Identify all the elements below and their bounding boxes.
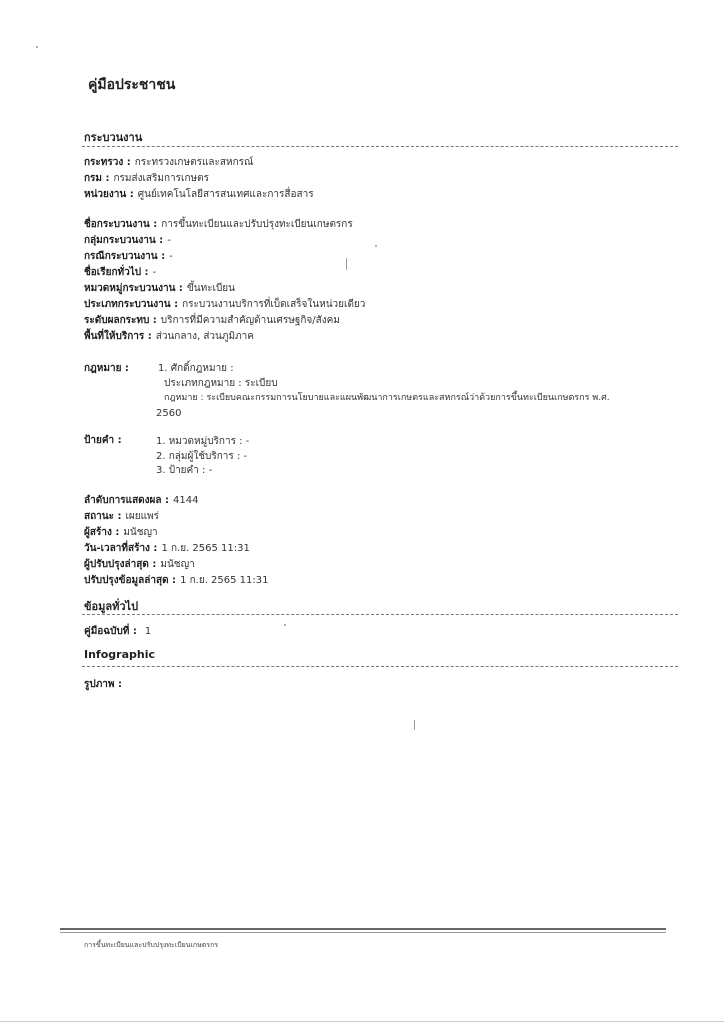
field-process-case	[84, 250, 173, 263]
section-divider	[82, 146, 678, 147]
created-at-value: 1 ก.ย. 2565 11:31	[161, 543, 250, 554]
field-display-order	[84, 494, 198, 507]
field-last-updated	[84, 574, 269, 587]
common-name-value: -	[152, 267, 157, 278]
law-name-line: กฎหมาย : ระเบียบคณะกรรมการนโยบายและแผนพัฒนาการเกษตรและสหกรณ์ว่าด้วยการขึ้นทะเบียนเกษตรกร พ.ศ.	[164, 393, 610, 403]
field-law-label	[84, 362, 129, 375]
tag-item-2: 2. กลุ่มผู้ใช้บริการ : -	[156, 451, 248, 462]
field-image	[84, 678, 122, 691]
impact-level-label: ระดับผลกระทบ :	[84, 315, 157, 326]
manual-number-label: คู่มือฉบับที่ :	[84, 626, 137, 637]
law-item-1: 1. ศักดิ์กฎหมาย :	[158, 363, 234, 374]
field-tags-label	[84, 434, 122, 447]
display-order-value: 4144	[173, 495, 199, 506]
field-impact-level	[84, 314, 340, 327]
field-department	[84, 172, 209, 185]
unit-label: หน่วยงาน :	[84, 189, 134, 200]
page-bottom-edge	[0, 1021, 724, 1022]
field-process-category	[84, 282, 235, 295]
field-service-area	[84, 330, 254, 343]
common-name-label: ชื่อเรียกทั่วไป :	[84, 267, 149, 278]
creator-value: มนัชญา	[123, 527, 158, 538]
scan-mark	[346, 258, 347, 270]
service-area-label: พื้นที่ให้บริการ :	[84, 331, 152, 342]
tag-item-3: 3. ป้ายคำ : -	[156, 465, 213, 476]
department-value: กรมส่งเสริมการเกษตร	[113, 173, 209, 184]
law-year: 2560	[156, 408, 182, 419]
ministry-label: กระทรวง :	[84, 157, 131, 168]
created-at-label: วัน-เวลาที่สร้าง :	[84, 543, 158, 554]
field-manual-number	[84, 625, 151, 638]
unit-value: ศูนย์เทคโนโลยีสารสนเทศและการสื่อสาร	[137, 189, 314, 200]
scan-speck	[375, 245, 377, 247]
process-case-value: -	[169, 251, 173, 262]
last-updated-value: 1 ก.ย. 2565 11:31	[180, 575, 269, 586]
service-area-value: ส่วนกลาง, ส่วนภูมิภาค	[155, 331, 254, 342]
impact-level-value: บริการที่มีความสำคัญด้านเศรษฐกิจ/สังคม	[160, 315, 340, 326]
display-order-label: ลำดับการแสดงผล :	[84, 495, 170, 506]
creator-label: ผู้สร้าง :	[84, 527, 120, 538]
process-name-value: การขึ้นทะเบียนและปรับปรุงทะเบียนเกษตรกร	[161, 219, 353, 230]
field-process-type	[84, 298, 365, 311]
field-ministry	[84, 156, 253, 169]
process-type-label: ประเภทกระบวนงาน :	[84, 299, 179, 310]
manual-number-value: 1	[144, 626, 152, 637]
scan-mark	[414, 720, 415, 730]
field-creator	[84, 526, 158, 539]
section-heading-infographic: Infographic	[84, 648, 155, 661]
process-group-label: กลุ่มกระบวนงาน :	[84, 235, 164, 246]
law-type-line: ประเภทกฎหมาย : ระเบียบ	[164, 378, 278, 389]
process-case-label: กรณีกระบวนงาน :	[84, 251, 166, 262]
process-category-value: ขึ้นทะเบียน	[186, 283, 235, 294]
tag-item-1: 1. หมวดหมู่บริการ : -	[156, 436, 250, 447]
field-last-updater	[84, 558, 195, 571]
section-divider	[82, 666, 678, 667]
ministry-value: กระทรวงเกษตรและสหกรณ์	[134, 157, 254, 168]
footer-text: การขึ้นทะเบียนและปรับปรุงทะเบียนเกษตรกร	[84, 941, 219, 949]
last-updated-label: ปรับปรุงข้อมูลล่าสุด :	[84, 575, 177, 586]
footer-divider-thin	[60, 932, 666, 933]
section-heading-general: ข้อมูลทั่วไป	[84, 600, 139, 613]
process-type-value: กระบวนงานบริการที่เบ็ดเสร็จในหน่วยเดียว	[182, 299, 366, 310]
last-updater-label: ผู้ปรับปรุงล่าสุด :	[84, 559, 157, 570]
document-title: คู่มือประชาชน	[88, 77, 176, 93]
field-created-at	[84, 542, 250, 555]
department-label: กรม :	[84, 173, 110, 184]
image-label: รูปภาพ :	[84, 679, 122, 690]
scan-speck	[284, 624, 286, 626]
field-status	[84, 510, 159, 523]
last-updater-value: มนัชญา	[160, 559, 195, 570]
field-unit	[84, 188, 314, 201]
law-label: กฎหมาย :	[84, 363, 129, 374]
field-process-name	[84, 218, 353, 231]
status-label: สถานะ :	[84, 511, 122, 522]
process-category-label: หมวดหมู่กระบวนงาน :	[84, 283, 183, 294]
field-process-group	[84, 234, 171, 247]
process-name-label: ชื่อกระบวนงาน :	[84, 219, 158, 230]
process-group-value: -	[167, 235, 171, 246]
section-divider	[82, 614, 678, 615]
scan-speck	[36, 46, 38, 48]
status-value: เผยแพร่	[125, 511, 160, 522]
field-common-name	[84, 266, 156, 279]
footer-divider	[60, 928, 666, 930]
tags-label: ป้ายคำ :	[84, 435, 122, 446]
section-heading-process: กระบวนงาน	[84, 131, 143, 144]
